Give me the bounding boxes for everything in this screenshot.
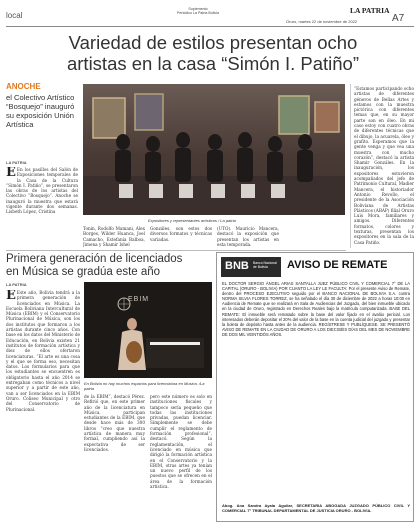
story1-body-col2: Gonzáles, son estos dos diversos formatos y técnicas variadas. — [150, 226, 212, 242]
story2-headline-line1: Primera generación de licenciados — [6, 253, 183, 265]
legal-signature: Abog. Ana Sandra Ayala Aguilar, SECRETARIA ABOGADA JUZGADO PÚBLICO CIVIL Y COMERCIAL 7° TRIBUNAL DEPARTAMENTAL DE JUSTICIA ORURO - BOLIVIA. — [222, 503, 410, 513]
story2-dropcap: E — [6, 290, 16, 303]
story2-caption: En Bolivia no hay muchos espacios para licenciatura en Música. /La patria — [84, 381, 205, 391]
story-divider — [6, 250, 346, 251]
story1-headline — [16, 32, 410, 74]
story2-byline: LA PATRIA — [6, 282, 27, 287]
legal-logo: BNB — [225, 260, 249, 272]
story1-body-col1b: Tonin, Rodolfo Mamani, Alex Borges, Wilder Huanca, Joel Camacho, Estefanía Balboa, Jimena y Shamir Ishel — [83, 226, 145, 247]
header-date: Oruro, martes 22 de noviembre de 2022 — [286, 19, 358, 24]
story1-body-col3: (UTO). Mauricio Mancera, destacó la exposición que presentan los artistas en esta temporada. — [217, 226, 279, 247]
story1-dropcap: E — [6, 167, 16, 180]
story1-deck: el Colectivo Artístico “Bosquejo” inauguró su exposición Unión Artística — [6, 93, 75, 129]
story2-headline-line2: en Música se gradúa este año — [6, 266, 161, 278]
story2-body-col3: pero este número es solo en instituciones fiscales y tampoco sería pequeño que todas las instituciones privadas, puedan licenciar. Simplemente se debe cumplir el reglamento de formación profesional”, destacó. Según la reglamentación, el licenciado en música que dirigió la formación artística en el Conservatorio y la EBIM, otras artes ya tenían un nuevo perfil de los puestos que se ofrecen en el área de la formación artística. — [150, 394, 212, 490]
legal-body: EL DOCTOR SERGIO ÁNGEL ARIAS SANTALLA JUEZ PÚBLICO CIVIL Y COMERCIAL 7° DE LA CAPITAL (ORURO - BOLIVIA) POR CUANTO LA LEY LE FACULTA: Por el presente Aviso de Remate, dentro del PROCESO EJECUTIVO seguido por el BANCO NACIONAL DE BOLIVIA S.A. contra NORMA SILVIA FLORES TORREZ, se ha señalado el día 30 de diciembre de 2022 a horas 10:00 en Audiencia de Remate que se realizará en Sala de Audiencias del Juzgado, del bien inmueble ubicado en la ciudad de Oruro, registrado en Derechos Reales bajo la matrícula computarizada. BASE DEL REMATE: El inmueble será rematado sobre la base del valor fijado en el avalúo pericial. Los interesados deberán depositar el 20% del valor de la base en la cuenta judicial del juzgado y presentar la boleta de depósito hasta antes de la audiencia. REGÍSTRESE Y PUBLÍQUESE. SE PRESENTÓ AVISO DE REMATE EN LA CIUDAD DE ORURO A LOS DIECISÉIS DÍAS DEL MES DE NOVIEMBRE DE DOS MIL VEINTIDÓS AÑOS. — [222, 281, 410, 337]
story2-photo-text: EBIM — [128, 296, 150, 303]
story1-photo-scene — [83, 84, 345, 215]
story2-body-col1 — [6, 290, 80, 522]
legal-title: AVISO DE REMATE — [287, 259, 388, 271]
story2-body-col2: de la EBIM”, destacó Pérez. Refirió que, en este primer año de la licenciatura en Música, participan estudiantes de la EBIM, que desde hace más de 300 libros “creo que nuestra artística de manera muy formal, cumpliendo así la expectativa de ser licenciados. — [84, 394, 145, 452]
legal-logo-sub: Banco Nacional de Bolivia — [253, 261, 277, 269]
header-rule — [6, 26, 414, 27]
section-label: local — [6, 11, 23, 20]
edition-top: Suplemento — [188, 7, 208, 11]
story1-headline-line1: Variedad de estilos presentan ocho — [68, 32, 358, 53]
story2-body-col1-text: Este año, Bolivia tendrá a la primera generación de licenciados en Música. La Escuela Boliviana Intercultural de Música (EBIM) y el Conservatorio Plurinacional de Música, son los dos institutos que formaron a los artistas durante cinco años. Con base en los datos del Ministerio de Educación, en Bolivia existen 21 institutos de formación artística y diez de ellos ofertaron licenciaturas. “El arte es una cosa y el que se forma eso, necesitan datos. Los formularios para que los estudiantes se encuentren es obligatorio hasta el año 2014 se entregaban como técnicos a nivel superior y a partir de este año, van a ser licenciados en la EBIM Oruro. Coliseo Municipal y otro del Conservatorio de Plurinacional. — [6, 290, 80, 412]
story1-body-col1 — [6, 167, 78, 221]
edition-label — [173, 7, 223, 15]
story1-byline: LA PATRIA — [6, 160, 27, 165]
legal-logo-box — [221, 257, 281, 277]
right-column-rule — [350, 84, 351, 248]
story1-right-col: “Estamos participando ocho artistas de diferentes géneros de Bellas Artes y estamos con la muestra pictórica con diferentes temas que, en su mayor parte son en óleo. En mi caso estoy con cuatro obras de diferentes técnicas que el dibujo, la acuarela, óleo y grafito. Esperamos que la gente venga y que vea una muestra con mucho corazón”, destacó la artista Shamir Gonzáles. En la inauguración, los expositores estuvieron acompañados del jefe de Patrimonio Cultural, Madier Mancera, el historiador Antonio Revollo, el presidente de la Asociación Boliviana de Artistas Plásticos (ABAP) filial Oruro Luis Mora, familiares y amigos. Diferentes formatos, colores y texturas, presentan los expositores en la sala de la Casa Patiño. — [354, 86, 414, 245]
story1-photo — [83, 84, 345, 215]
story1-kicker: ANOCHE — [6, 82, 41, 91]
story1-caption: Expositores y representantes artísticos / La patria — [148, 218, 236, 223]
page-number: A7 — [392, 13, 405, 24]
story1-headline-line2: artistas en la casa “Simón I. Patiño” — [66, 53, 360, 74]
brand-logo: LA PATRIA — [350, 6, 390, 15]
legal-notice — [216, 252, 414, 522]
story2-headline — [6, 253, 216, 279]
story2-photo — [84, 282, 212, 378]
story1-body-col1-text: En los pasillos del Salón de Exposiciones temporales de la Casa de la Cultura “Simón I. Patiño”, se presentaron las obras de los artistas del Colectivo “Bosquejo”. Anoche se inauguró la muestra que estará vigente durante dos semanas. Lisbeth López, Cristina — [6, 167, 78, 215]
edition-bottom: Periódico La Patria Bolivia — [177, 11, 219, 15]
